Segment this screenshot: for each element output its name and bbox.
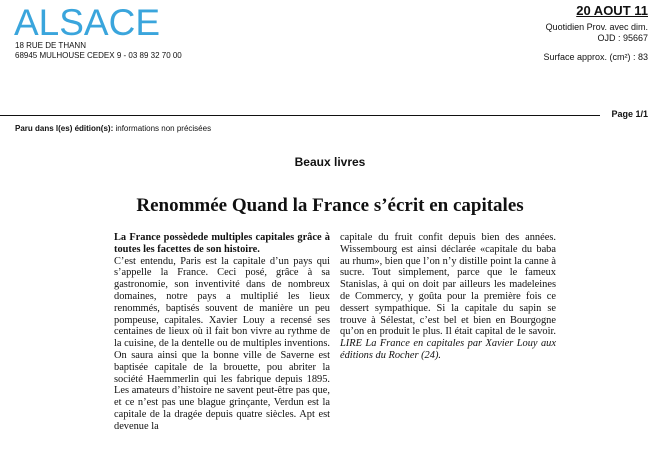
article-body-1: C’est entendu, Paris est la capitale d’un pays qui s’appelle la France. Ceci posé, grâce à sa gastronomie, son inventivité dans de nombreux domaines, notre pays a multiplié les lieux renommés, baptisés souvent de manière un peu pompeuse, capitales. Xavier Louy a recensé ses centaines de lieux où il fait bon vivre au rythme de la cuisine, de la dentelle ou de multiples inventions. On saura ainsi que la bonne ville de Saverne est baptisée capitale de la brouette, pou abriter la société Haemmerlin qui les fabrique depuis 1895. Les amateurs d’histoire ne savent peut-être pas que, et ce n’est pas une blague grinçante, Verdun est la capitale de la dragée depuis quatre siècles. Apt est devenue la [114,255,330,432]
address-line-2: 68945 MULHOUSE CEDEX 9 - 03 89 32 70 00 [15,51,182,60]
header-divider [0,115,600,116]
ojd-count: OJD : 95667 [597,33,648,43]
article-column-2 [340,232,556,362]
logo-text: ALSACE [14,2,161,43]
page-indicator: Page 1/1 [611,109,648,119]
article-column-1 [114,232,330,433]
section-title: Beaux livres [294,155,366,169]
editions-info [15,124,211,133]
newspaper-logo [14,4,160,42]
publication-type: Quotidien Prov. avec dim. [545,22,648,32]
surface-area: Surface approx. (cm²) : 83 [543,52,648,62]
article-lead: La France possèdede multiples capitales grâce à toutes les facettes de son histoire. [114,232,330,255]
publication-date: 20 AOUT 11 [576,3,648,18]
editions-value: informations non précisées [115,124,212,133]
article-body-2: capitale du fruit confit depuis bien des années. Wissembourg est ainsi déclarée «capitale du baba au rhum», bien que l’on n’y distille point la canne à sucre. Tout simplement, parce que le fameux Stanislas, à qui on doit par ailleurs les madeleines de Commercy, y goûta pour la première fois ce dessert sympathique. Si la capitale du sapin se trouve à Sélestat, c’est bel et bien en Bourgogne qu’on en produit le plus. Il était capital de le savoir. [340,232,556,338]
article-reference: LIRE La France en capitales par Xavier Louy aux éditions du Rocher (24). [340,338,556,361]
article-headline: Renommée Quand la France s’écrit en capitales [136,195,524,216]
editions-label: Paru dans l(es) édition(s): [15,124,114,133]
address-line-1: 18 RUE DE THANN [15,41,86,50]
